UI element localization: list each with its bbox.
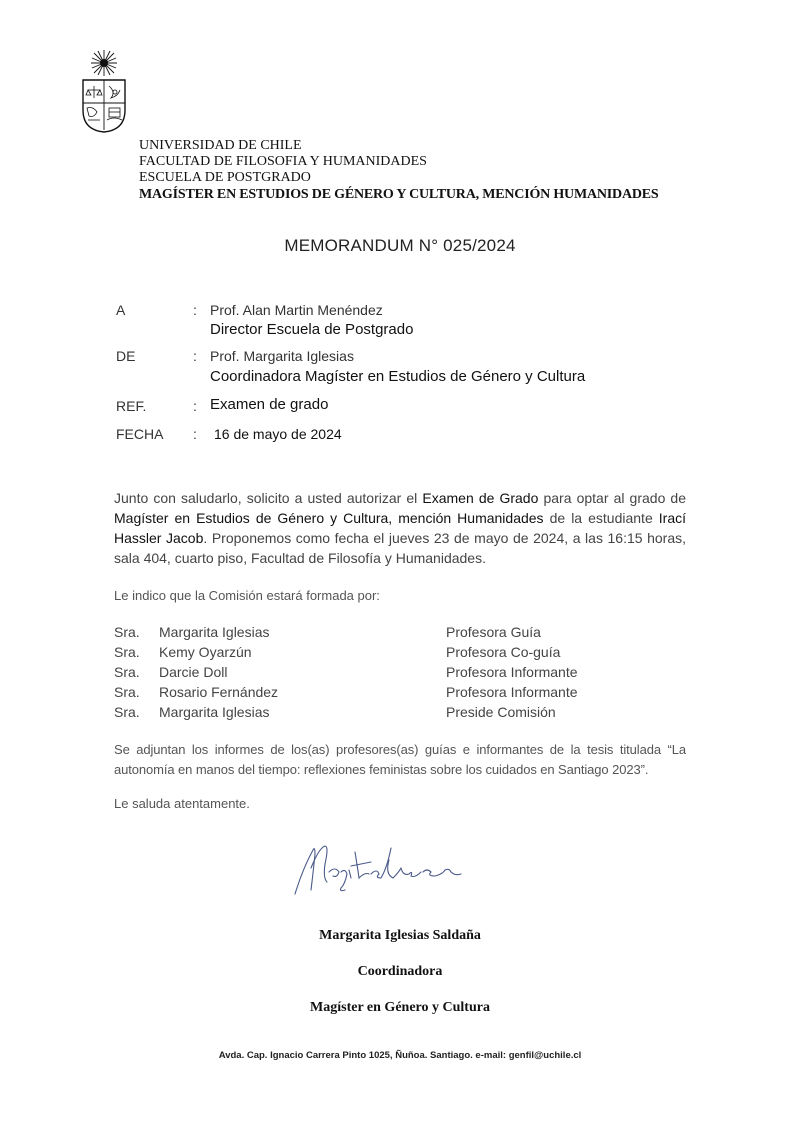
attachments-paragraph: Se adjuntan los informes de los(as) profesores(as) guías e informantes de la tesis titulada “La autonomía en manos del tiempo: reflexiones feministas sobre los cuidados en Santiago 2023”. (114, 742, 686, 777)
committee-row: Sra. Margarita Iglesias Profesora Guía (114, 624, 541, 640)
to-name: Prof. Alan Martin Menéndez (210, 302, 383, 318)
committee-row: Sra. Darcie Doll Profesora Informante (114, 664, 578, 680)
date-value: 16 de mayo de 2024 (214, 426, 342, 442)
request-paragraph: Junto con saludarlo, solicito a usted autorizar el Examen de Grado para optar al grado de Magíster en Estudios de Género y Cultura, mención Humanidades de la estudiante Irací Hassler Jacob. Proponemos como fecha el jueves 23 de mayo de 2024, a las 16:15 horas, sala 404, cuarto piso, Facultad de Filosofía y Humanidades. (114, 490, 687, 566)
to-colon: : (193, 302, 197, 318)
committee-row: Sra. Margarita Iglesias Preside Comisión (114, 704, 556, 720)
committee-row: Sra. Kemy Oyarzún Profesora Co-guía (114, 644, 561, 660)
header-school: ESCUELA DE POSTGRADO (139, 170, 311, 185)
ref-value: Examen de grado (210, 396, 329, 413)
header-program: MAGÍSTER EN ESTUDIOS DE GÉNERO Y CULTURA, MENCIÓN HUMANIDADES (139, 187, 659, 202)
committee-intro: Le indico que la Comisión estará formada por: (114, 588, 380, 603)
signer-program: Magíster en Género y Cultura (310, 1000, 490, 1015)
student-name: Irací Hassler Jacob (114, 510, 686, 546)
committee-row: Sra. Rosario Fernández Profesora Informante (114, 684, 578, 700)
memo-title: MEMORANDUM N° 025/2024 (284, 236, 516, 255)
header-faculty: FACULTAD DE FILOSOFIA Y HUMANIDADES (139, 154, 427, 169)
university-crest-logo (80, 46, 128, 134)
to-role: Director Escuela de Postgrado (210, 321, 414, 338)
degree-emphasis: Magíster en Estudios de Género y Cultura, mención Humanidades (114, 510, 544, 526)
from-role: Coordinadora Magíster en Estudios de Género y Cultura (210, 368, 586, 385)
header-university: UNIVERSIDAD DE CHILE (139, 138, 302, 153)
signer-role: Coordinadora (357, 964, 443, 979)
exam-emphasis: Examen de Grado (422, 490, 539, 506)
from-colon: : (193, 348, 197, 364)
from-name: Prof. Margarita Iglesias (210, 348, 354, 364)
to-label: A (116, 302, 126, 318)
closing-line: Le saluda atentamente. (114, 796, 250, 811)
handwritten-signature (285, 838, 475, 900)
ref-colon: : (193, 398, 197, 414)
ref-label: REF. (116, 398, 147, 414)
date-colon: : (193, 426, 197, 442)
date-label: FECHA (116, 426, 164, 442)
signer-name: Margarita Iglesias Saldaña (319, 928, 481, 943)
footer-address: Avda. Cap. Ignacio Carrera Pinto 1025, Ñuñoa. Santiago. e-mail: genfil@uchile.cl (218, 1050, 582, 1061)
from-label: DE (116, 348, 136, 364)
